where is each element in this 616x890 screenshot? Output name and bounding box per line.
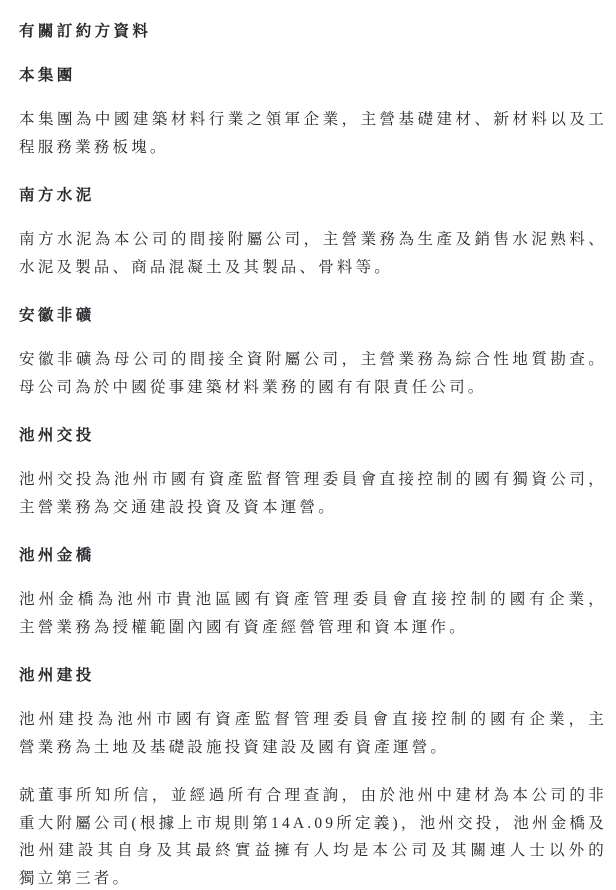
closing-paragraph (19, 782, 607, 890)
text-line: 營業務為土地及基礎設施投資建設及國有資產運營。 (19, 738, 450, 756)
section-chizhou-jinqiao (19, 546, 607, 641)
section-the-group (19, 66, 607, 161)
text-line: 池州金橋為池州市貴池區國有資產管理委員會直接控制的國有企業， (19, 591, 607, 608)
paragraph (19, 706, 607, 761)
text-line: 池州建設其自身及其最終實益擁有人均是本公司及其關連人士以外的 (19, 842, 607, 859)
text-line: 主營業務為授權範圍內國有資產經營管理和資本運作。 (19, 618, 468, 636)
text-line: 母公司為於中國從事建築材料業務的國有有限責任公司。 (19, 378, 487, 396)
section-heading-chizhou-jiaotou: 池州交投 (19, 427, 95, 444)
text-line: 就董事所知所信，並經過所有合理查詢，由於池州中建材為本公司的非 (19, 787, 607, 804)
document-content (19, 22, 607, 890)
text-line: 池州交投為池州市國有資產監督管理委員會直接控制的國有獨資公司， (19, 471, 607, 488)
section-chizhou-jiantou (19, 666, 607, 761)
text-line: 本集團為中國建築材料行業之領軍企業，主營基礎建材、新材料以及工 (19, 111, 607, 128)
section-chizhou-jiaotou (19, 426, 607, 521)
section-anhui-feikuang (19, 306, 607, 401)
section-heading-the-group: 本集團 (19, 67, 76, 84)
section-heading-chizhou-jinqiao: 池州金橋 (19, 547, 95, 564)
paragraph (19, 466, 607, 521)
section-heading-anhui-feikuang: 安徽非礦 (19, 307, 95, 324)
text-line: 水泥及製品、商品混凝土及其製品、骨料等。 (19, 258, 394, 276)
section-heading-southern-cement: 南方水泥 (19, 187, 95, 204)
text-line: 南方水泥為本公司的間接附屬公司，主營業務為生產及銷售水泥熟料、 (19, 231, 607, 248)
section-southern-cement (19, 186, 607, 281)
paragraph (19, 346, 607, 401)
paragraph (19, 106, 607, 161)
paragraph (19, 586, 607, 641)
text-line: 獨立第三者。 (19, 869, 132, 887)
text-line: 程服務業務板塊。 (19, 138, 169, 156)
text-line: 主營業務為交通建設投資及資本運營。 (19, 498, 337, 516)
text-line: 重大附屬公司(根據上市規則第14A.09所定義)，池州交投，池州金橋及 (19, 814, 607, 832)
text-line: 池州建投為池州市國有資產監督管理委員會直接控制的國有企業，主 (19, 711, 607, 728)
text-line: 安徽非礦為母公司的間接全資附屬公司，主營業務為綜合性地質勘查。 (19, 351, 607, 368)
section-heading-chizhou-jiantou: 池州建投 (19, 667, 95, 684)
paragraph (19, 226, 607, 281)
page-title: 有關訂約方資料 (19, 23, 152, 40)
